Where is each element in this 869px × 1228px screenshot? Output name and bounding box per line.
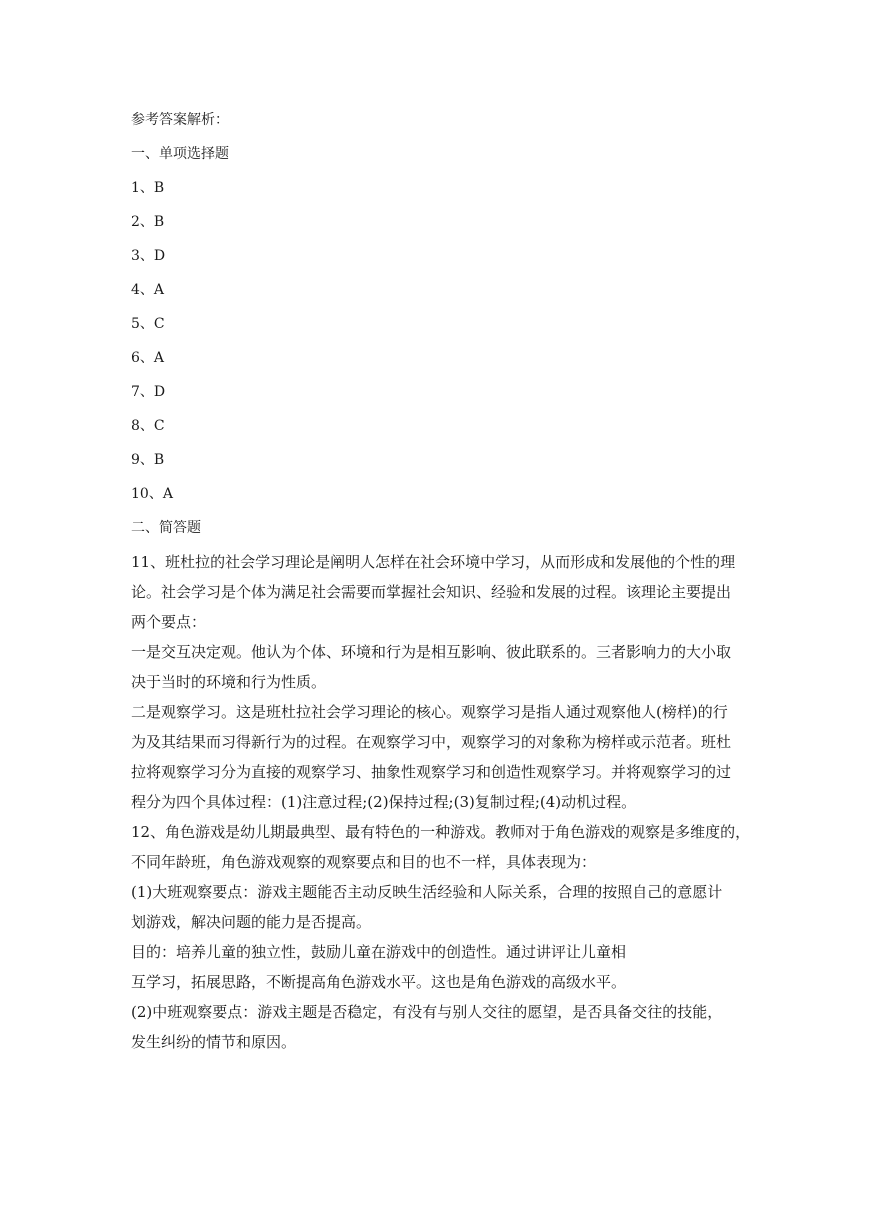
q12-goal-line: 互学习，拓展思路，不断提高角色游戏水平。这也是角色游戏的高级水平。 bbox=[131, 973, 627, 991]
q11-point2-line: 二是观察学习。这是班杜拉社会学习理论的核心。观察学习是指人通过观察他人(榜样)的行 bbox=[131, 703, 728, 721]
answer-item: 1、B bbox=[131, 180, 165, 196]
answer-item: 6、A bbox=[131, 350, 165, 366]
q12-senior-class-line: 划游戏，解决问题的能力是否提高。 bbox=[131, 913, 372, 931]
answer-item: 5、C bbox=[131, 316, 165, 332]
answer-item: 3、D bbox=[131, 248, 166, 264]
q12-senior-class-line: (1)大班观察要点：游戏主题能否主动反映生活经验和人际关系，合理的按照自己的意愿计 bbox=[131, 883, 723, 901]
q11-point1-line: 决于当时的环境和行为性质。 bbox=[131, 673, 327, 691]
section-heading-short-answer: 二、简答题 bbox=[131, 520, 201, 536]
q12-line: 不同年龄班，角色游戏观察的观察要点和目的也不一样，具体表现为： bbox=[131, 853, 597, 871]
answer-item: 4、A bbox=[131, 282, 165, 298]
q11-point2-line: 程分为四个具体过程：(1)注意过程;(2)保持过程;(3)复制过程;(4)动机过程。 bbox=[131, 793, 637, 811]
answer-document bbox=[131, 112, 751, 1064]
q12-middle-class-line: (2)中班观察要点：游戏主题是否稳定，有没有与别人交往的愿望，是否具备交往的技能， bbox=[131, 1003, 723, 1021]
answer-item: 2、B bbox=[131, 214, 165, 230]
section-heading-single-choice: 一、单项选择题 bbox=[131, 146, 229, 162]
q11-paragraph bbox=[131, 554, 743, 631]
q11-point1-line: 一是交互决定观。他认为个体、环境和行为是相互影响、彼此联系的。三者影响力的大小取 bbox=[131, 643, 732, 661]
answer-item: 8、C bbox=[131, 418, 165, 434]
doc-title: 参考答案解析： bbox=[131, 112, 229, 128]
answer-item: 7、D bbox=[131, 384, 166, 400]
q11-line: 11、班杜拉的社会学习理论是阐明人怎样在社会环境中学习，从而形成和发展他的个性的理 bbox=[131, 553, 736, 571]
answer-item: 9、B bbox=[131, 452, 165, 468]
answer-item: 10、A bbox=[131, 486, 173, 502]
q12-paragraph bbox=[131, 823, 751, 871]
q11-point2-line: 为及其结果而习得新行为的过程。在观察学习中，观察学习的对象称为榜样或示范者。班杜 bbox=[131, 733, 732, 751]
q11-line: 论。社会学习是个体为满足社会需要而掌握社会知识、经验和发展的过程。该理论主要提出 bbox=[131, 583, 732, 601]
q12-goal-line: 目的：培养儿童的独立性，鼓励儿童在游戏中的创造性。通过讲评让儿童相 bbox=[131, 943, 627, 961]
q11-point2-line: 拉将观察学习分为直接的观察学习、抽象性观察学习和创造性观察学习。并将观察学习的过 bbox=[131, 763, 732, 781]
q11-point2-paragraph bbox=[131, 704, 743, 811]
q12-senior-class-paragraph bbox=[131, 884, 743, 931]
answer-list bbox=[131, 180, 743, 503]
q12-line: 12、角色游戏是幼儿期最典型、最有特色的一种游戏。教师对于角色游戏的观察是多维度的， bbox=[131, 823, 751, 841]
q11-line: 两个要点： bbox=[131, 613, 207, 631]
q12-middle-class-paragraph bbox=[131, 1004, 743, 1051]
q12-goal-paragraph bbox=[131, 944, 743, 991]
q11-point1-paragraph bbox=[131, 644, 743, 691]
q12-middle-class-line: 发生纠纷的情节和原因。 bbox=[131, 1033, 297, 1051]
